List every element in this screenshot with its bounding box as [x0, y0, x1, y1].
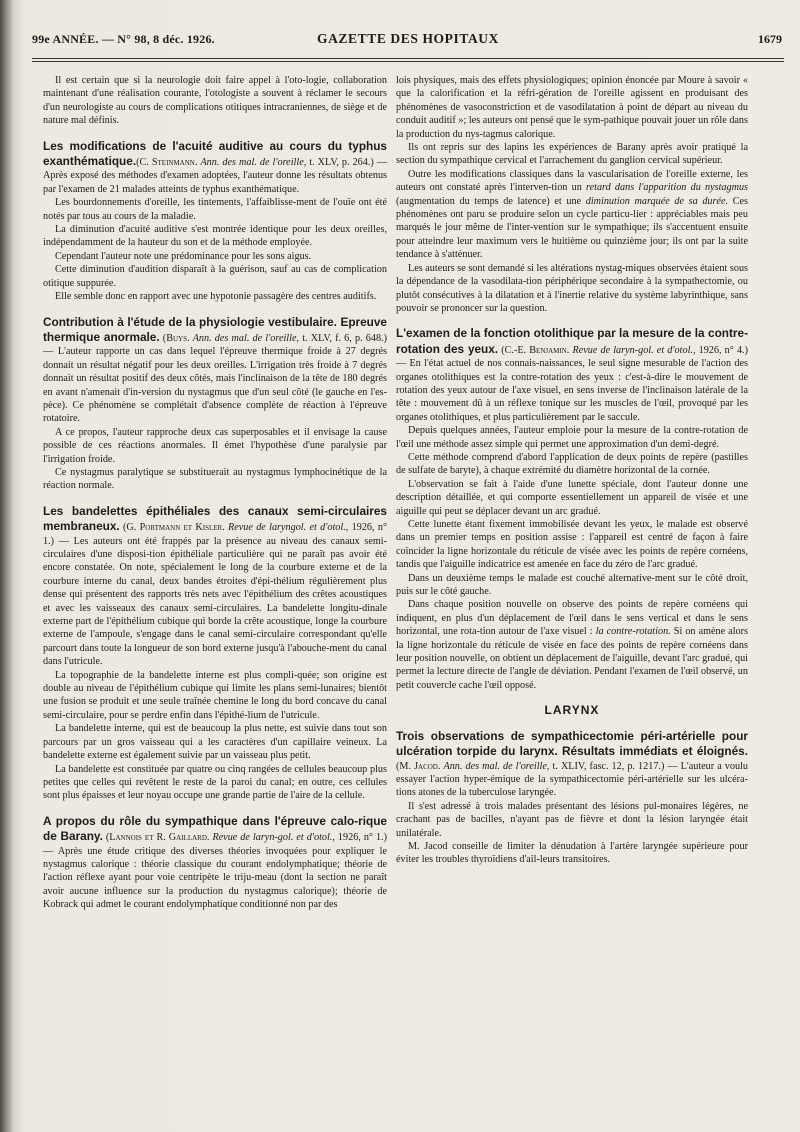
paragraph: M. Jacod conseille de limiter la dénudation à l'artère laryngée supérieure pour éviter les troubles thyroïdiens d'ail-leurs transitoires. [396, 840, 748, 866]
paragraph: Ils ont repris sur des lapins les expériences de Barany après avoir pratiqué la section du sympathique cervical et l'arrachement du ganglion cervical supérieur. [396, 142, 748, 167]
article-larynx: Trois observations de sympathicectomie péri-artérielle pour ulcération torpide du larynx. Résultats immédiats et éloignés. (M. Jacod. Ann. des mal. de l'oreille, t. XLIV, fasc. 12, p. 1217.) — L'auteur a voulu essayer l'action hyper-émique de la sympathicectomie péri-artérielle sur les ulcéra-tions atones de la tuberculose laryngée. [396, 728, 748, 799]
article-journal: Ann. des mal. de l'oreille, [443, 760, 550, 772]
section-heading: LARYNX [544, 703, 600, 718]
paragraph: Cette diminution d'audition disparaît à la guérison, sauf au cas de complication otitique suppurée. [43, 264, 387, 289]
paragraph: La bandelette est constituée par quatre ou cinq rangées de cellules beaucoup plus petites que celles qui revêtent le reste de la paroi du canal; en outre, ces cellules sont plus épaisses et leur noyau occupe une grande partie de l'aire de la cellule. [43, 763, 387, 802]
article-vestibulaire: Contribution à l'étude de la physiologie vestibulaire. Epreuve thermique anormale. (Buys. Ann. des mal. de l'oreille, t. XLV, f. 6, p. 648.) — L'auteur rapporte un cas dans lequel l'épreuve thermique froide à 27 degrés donnait un résultat négatif pour les deux oreilles. L'irrigation très froide à 7 degrés donnait un résultat positif des deux côtés, mais l'inclinaison de la tête de 180 degrés en avant n'amenait d'in-version du nystagmus que d'un seul côté (le gauche en l'es-pèce). Ce phénomène se complétait d'absence complète de réaction à l'épreuve rotatoire. [43, 314, 387, 425]
article-author: Portmann et Kisler [139, 522, 223, 534]
paragraph: Dans un deuxième temps le malade est couché alternative-ment sur le côté droit, puis sur le côté gauche. [396, 572, 748, 598]
article-author: Steinmann [151, 157, 195, 169]
paragraph: A ce propos, l'auteur rapproche deux cas superposables et il envisage la cause possible de ces réactions anormales. Il émet l'hypothèse d'une paralysie par l'irrigation froide. [43, 426, 387, 465]
article-author: Jacod [414, 760, 438, 772]
paragraph: lois physiques, mais des effets physiologiques; opinion énoncée par Moure à savoir « que la calorification et la réfri-gération de l'oreille agissent en produisant des phénomènes de vasoconstriction et de vasodilatation à point de départ au niveau du conduit auditif »; les auteurs ont pensé que le sym-pathique pouvait jouer un rôle dans la production du nys-tagmus calorique. [396, 75, 748, 140]
article-title: Les modifications de l'acuité auditive au cours du typhus exanthématique. [43, 138, 387, 169]
paragraph: La diminution d'acuité auditive s'est montrée identique pour les deux oreilles, indépendamment de la hauteur du son et de la méthode employée. [43, 224, 387, 249]
paragraph: Outre les modifications classiques dans la vascularisation de l'oreille externe, les auteurs ont constaté après l'interven-tion un retard dans l'apparition du nystagmus (augmentation du temps de latence) et une diminution marquée de sa durée. Ces phénomènes ont paru se produire selon un cycle particu-lier : appréciables mais peu marqués le jour même de l'inter-vention sur le sympathique; ils s'accentuent ensuite pour atteindre leur maximum vers le huitième ou quinzième jour; ils ont par la suite tendance à s'atténuer. [396, 168, 749, 261]
right-column [396, 74, 748, 867]
paragraph: Dans chaque position nouvelle on observe des points de repère cornéens qui indiquent, en plus d'un déplacement de l'œil dans le sens vertical et dans le sens horizontal, une rota-tion autour de l'axe visuel : la contre-rotation. Si on amène alors la ligne horizontale du réticule de visée en face des points de repère cornéens dans leur position nouvelle, on obtient un déplacement de l'aiguille, devant l'arc gradué, qui permet la lecture directe de l'angle de déviation. Pendant l'examen de l'œil observé, un petit couvercle cache l'œil opposé. [396, 599, 749, 691]
article-journal: Revue de laryn-gol. et d'otol., [572, 344, 696, 356]
article-title: L'examen de la fonction otolithique par la mesure de la contre-rotation des yeux. [396, 326, 748, 356]
article-title: Les bandelettes épithéliales des canaux semi-circulaires membraneux. [43, 503, 387, 534]
article-title: Trois observations de sympathicectomie péri-artérielle pour ulcération torpide du larynx. Résultats immédiats et éloignés. [396, 728, 748, 759]
article-title: Contribution à l'étude de la physiologie vestibulaire. Epreuve thermique anormale. [43, 314, 387, 344]
paragraph: La bandelette interne, qui est de beaucoup la plus nette, est suivie dans tout son parcours par un gros vaisseau qui a les caractères d'un capillaire veineux. La bandelette externe est également suivie par un vaisseau plus petit. [43, 723, 387, 762]
paragraph: Cependant l'auteur note une prédominance pour les sons aigus. [55, 250, 312, 262]
article-journal: Ann. des mal. de l'oreille, [192, 332, 300, 344]
paragraph: La topographie de la bandelette interne est plus compli-quée; son origine est double au niveau de l'épithélium cubique qui limite les plans semi-lunaires; bientôt une fusion se produit et une seule traînée chemine le long du bord concave du canal semi-circulaire, pour se perdre enfin dans l'épithé-lium de l'utricule. [43, 669, 387, 721]
intro-paragraph: Il est certain que si la neurologie doit faire appel à l'oto-logie, collaboration maintenant d'une réalisation courante, l'otologiste a souvent à réclamer le secours d'un neurologiste au cours de complications otitiques intracraniennes, de siège et de nature mal définis. [43, 75, 387, 127]
article-title: A propos du rôle du sympathique dans l'épreuve calo-rique de Barany. [43, 813, 387, 844]
left-column [43, 74, 387, 912]
paragraph: L'observation se fait à l'aide d'une lunette spéciale, dont l'auteur donne une description détaillée, et qui comporte essentiellement un appareil de visée et une aiguille qui peut se déplacer devant un arc gradué. [396, 478, 748, 517]
paragraph: Cette méthode comprend d'abord l'application de deux points de repère (pastilles de sulfate de baryte), à chaque extrémité du diamètre horizontal de la cornée. [396, 451, 748, 477]
page-number: 1679 [758, 32, 782, 46]
article-author: Benjamin [529, 344, 567, 356]
article-sympathique: A propos du rôle du sympathique dans l'épreuve calo-rique de Barany. (Lannois et R. Gaillard. Revue de laryn-gol. et d'otol., 1926, n° 1.) — Après une étude critique des diverses théories invoquées pour expliquer le nystagmus calorique : théorie classique du courant endolymphatique; théorie de l'action réflexe ayant pour voie centripète le triju-meau (dont la section ne paraît avoir aucune influence sur la production du nystagmus calorique); théorie de Kobrack qui admet le courant endolymphatique conditionné non par des [43, 813, 388, 911]
paragraph: Ce nystagmus paralytique se substituerait au nystagmus lymphocinétique de la réaction normale. [43, 466, 387, 492]
paragraph: Les auteurs se sont demandé si les altérations nystag-miques observées étaient sous la dépendance de la vasodilata-tion périphérique secondaire à la sympathectomie, ou plutôt consécutives à la dilatation et à l'inertie relative du système labyrinthique, sans pouvoir se prononcer sur la question. [396, 262, 748, 314]
paragraph: Elle semble donc en rapport avec une hypotonie passagère des centres auditifs. [55, 291, 377, 303]
article-journal: Revue de laryngol. et d'otol., [228, 522, 349, 534]
article-journal: Ann. des mal. de l'oreille, [200, 157, 307, 169]
article-otolithique: L'examen de la fonction otolithique par la mesure de la contre-rotation des yeux. (C.-E. Benjamin. Revue de laryn-gol. et d'otol., 1926, n° 4.) — En l'état actuel de nos connais-naissances, le seul signe mesurable de l'action des organes otolithiques est la contre-rotation des yeux : c'est-à-dire le mouvement de rotation des yeux autour de l'axe visuel, en sens inverse de l'inclinaison latérale de la tête : mouvement dû à un réflexe tonique sur les muscles de l'œil, provoqué par les organes otolithiques, et plus particulièrement par le saccule. [396, 326, 748, 423]
header-rule-double [32, 61, 784, 62]
paragraph: Cette lunette étant fixement immobilisée devant les yeux, le malade est observé dans un premier temps en position assise : l'appareil est centré de façon à faire coïncider la ligne horizontale du réticule de visée avec les points de repère cornéens, tandis que l'aiguille indicatrice est amenée en face du zéro de l'arc gradué. [396, 519, 748, 571]
paragraph: Les bourdonnements d'oreille, les tintements, l'affaiblisse-ment de l'ouïe ont été notés par tous au cours de la maladie. [43, 197, 387, 222]
running-header [32, 26, 784, 50]
article-bandelettes: Les bandelettes épithéliales des canaux semi-circulaires membraneux. (G. Portmann et Kisler. Revue de laryngol. et d'otol., 1926, n° 1.) — Les auteurs ont été frappés par la présence au niveau des canaux semi-circulaires d'une disposi-tion épithéliale particulière qui ne paraît pas avoir été encore constatée. On note, spécialement le long de la courbure externe et de la courbure interne du canal, deux bandes étroites d'épi-thélium régulièrement plus dense qui présentent des rapports très nets avec l'épithélium des crêtes acoustiques et avec les vaisseaux des canaux semi-circulaires. La bandelette longitu-dinale externe part de l'épithélium cubique qui borde la crête acoustique, longe la courbure externe de l'ampoule, s'engage dans le canal semi-circulaire correspondant qu'elle parcourt dans toute la longueur de son bord externe jusqu'à l'abouche-ment du canal dans l'utricule. [43, 503, 388, 668]
article-typhus: Les modifications de l'acuité auditive au cours du typhus exanthématique.(C. Steinmann. Ann. des mal. de l'oreille, t. XLV, p. 264.) — Après exposé des méthodes d'examen adoptées, l'auteur donne les résultats obtenus par l'examen de 21 malades atteints de typhus exanthématique. [43, 138, 388, 195]
article-author: Lannois et R. Gaillard [109, 832, 207, 844]
article-author: Buys [166, 332, 187, 344]
article-journal: Revue de laryn-gol. et d'otol., [212, 832, 335, 844]
paragraph: Depuis quelques années, l'auteur emploie pour la mesure de la contre-rotation de l'œil une méthode assez simple qui permet une approximation d'un demi-degré. [396, 425, 748, 450]
journal-title: GAZETTE DES HOPITAUX [316, 31, 500, 46]
issue-info: 99e ANNÉE. — N° 98, 8 déc. 1926. [32, 32, 215, 46]
paragraph: Il s'est adressé à trois malades présentant des lésions pul-monaires légères, ne crachant pas de bacilles, n'ayant pas de fièvre et dont la lésion laryngée était unilatérale. [396, 800, 748, 839]
header-rule [32, 58, 784, 59]
